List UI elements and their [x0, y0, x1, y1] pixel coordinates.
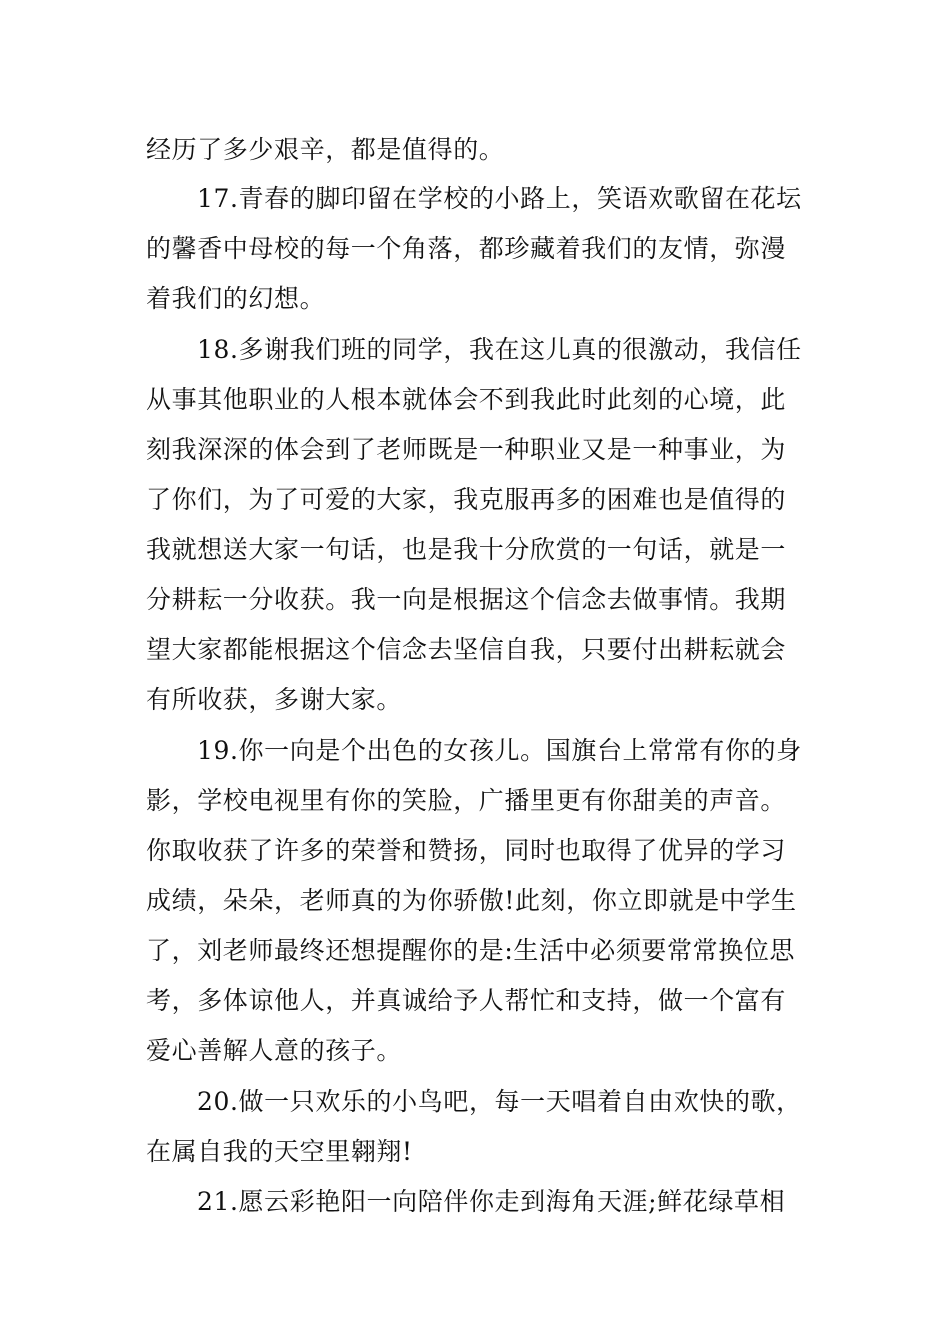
text-line: 望大家都能根据这个信念去坚信自我，只要付出耕耘就会: [146, 635, 787, 664]
text-line: 18.多谢我们班的同学，我在这儿真的很激动，我信任: [197, 335, 802, 364]
text-line: 17.青春的脚印留在学校的小路上，笑语欢歌留在花坛: [197, 184, 802, 213]
text-line: 了你们，为了可爱的大家，我克服再多的困难也是值得的: [146, 485, 787, 514]
text-line: 20.做一只欢乐的小鸟吧，每一天唱着自由欢快的歌，: [197, 1087, 802, 1116]
text-line: 的馨香中母校的每一个角落，都珍藏着我们的友情，弥漫: [146, 234, 787, 263]
text-line: 我就想送大家一句话，也是我十分欣赏的一句话，就是一: [146, 535, 787, 564]
text-line: 从事其他职业的人根本就体会不到我此时此刻的心境，此: [146, 385, 787, 414]
text-line: 你取收获了许多的荣誉和赞扬，同时也取得了优异的学习: [146, 836, 787, 865]
text-line: 在属自我的天空里翱翔!: [146, 1137, 413, 1166]
text-line: 刻我深深的体会到了老师既是一种职业又是一种事业，为: [146, 435, 787, 464]
text-line: 着我们的幻想。: [146, 284, 326, 313]
text-line: 成绩，朵朵，老师真的为你骄傲!此刻，你立即就是中学生: [146, 886, 797, 915]
text-line: 爱心善解人意的孩子。: [146, 1036, 403, 1065]
text-line: 了，刘老师最终还想提醒你的是:生活中必须要常常换位思: [146, 936, 796, 965]
text-line: 影，学校电视里有你的笑脸，广播里更有你甜美的声音。: [146, 786, 787, 815]
text-line: 19.你一向是个出色的女孩儿。国旗台上常常有你的身: [197, 736, 802, 765]
text-line: 21.愿云彩艳阳一向陪伴你走到海角天涯;鲜花绿草相: [197, 1187, 786, 1216]
text-line: 经历了多少艰辛，都是值得的。: [146, 135, 505, 164]
text-line: 有所收获，多谢大家。: [146, 685, 403, 714]
text-line: 考，多体谅他人，并真诚给予人帮忙和支持，做一个富有: [146, 986, 787, 1015]
text-line: 分耕耘一分收获。我一向是根据这个信念去做事情。我期: [146, 585, 787, 614]
